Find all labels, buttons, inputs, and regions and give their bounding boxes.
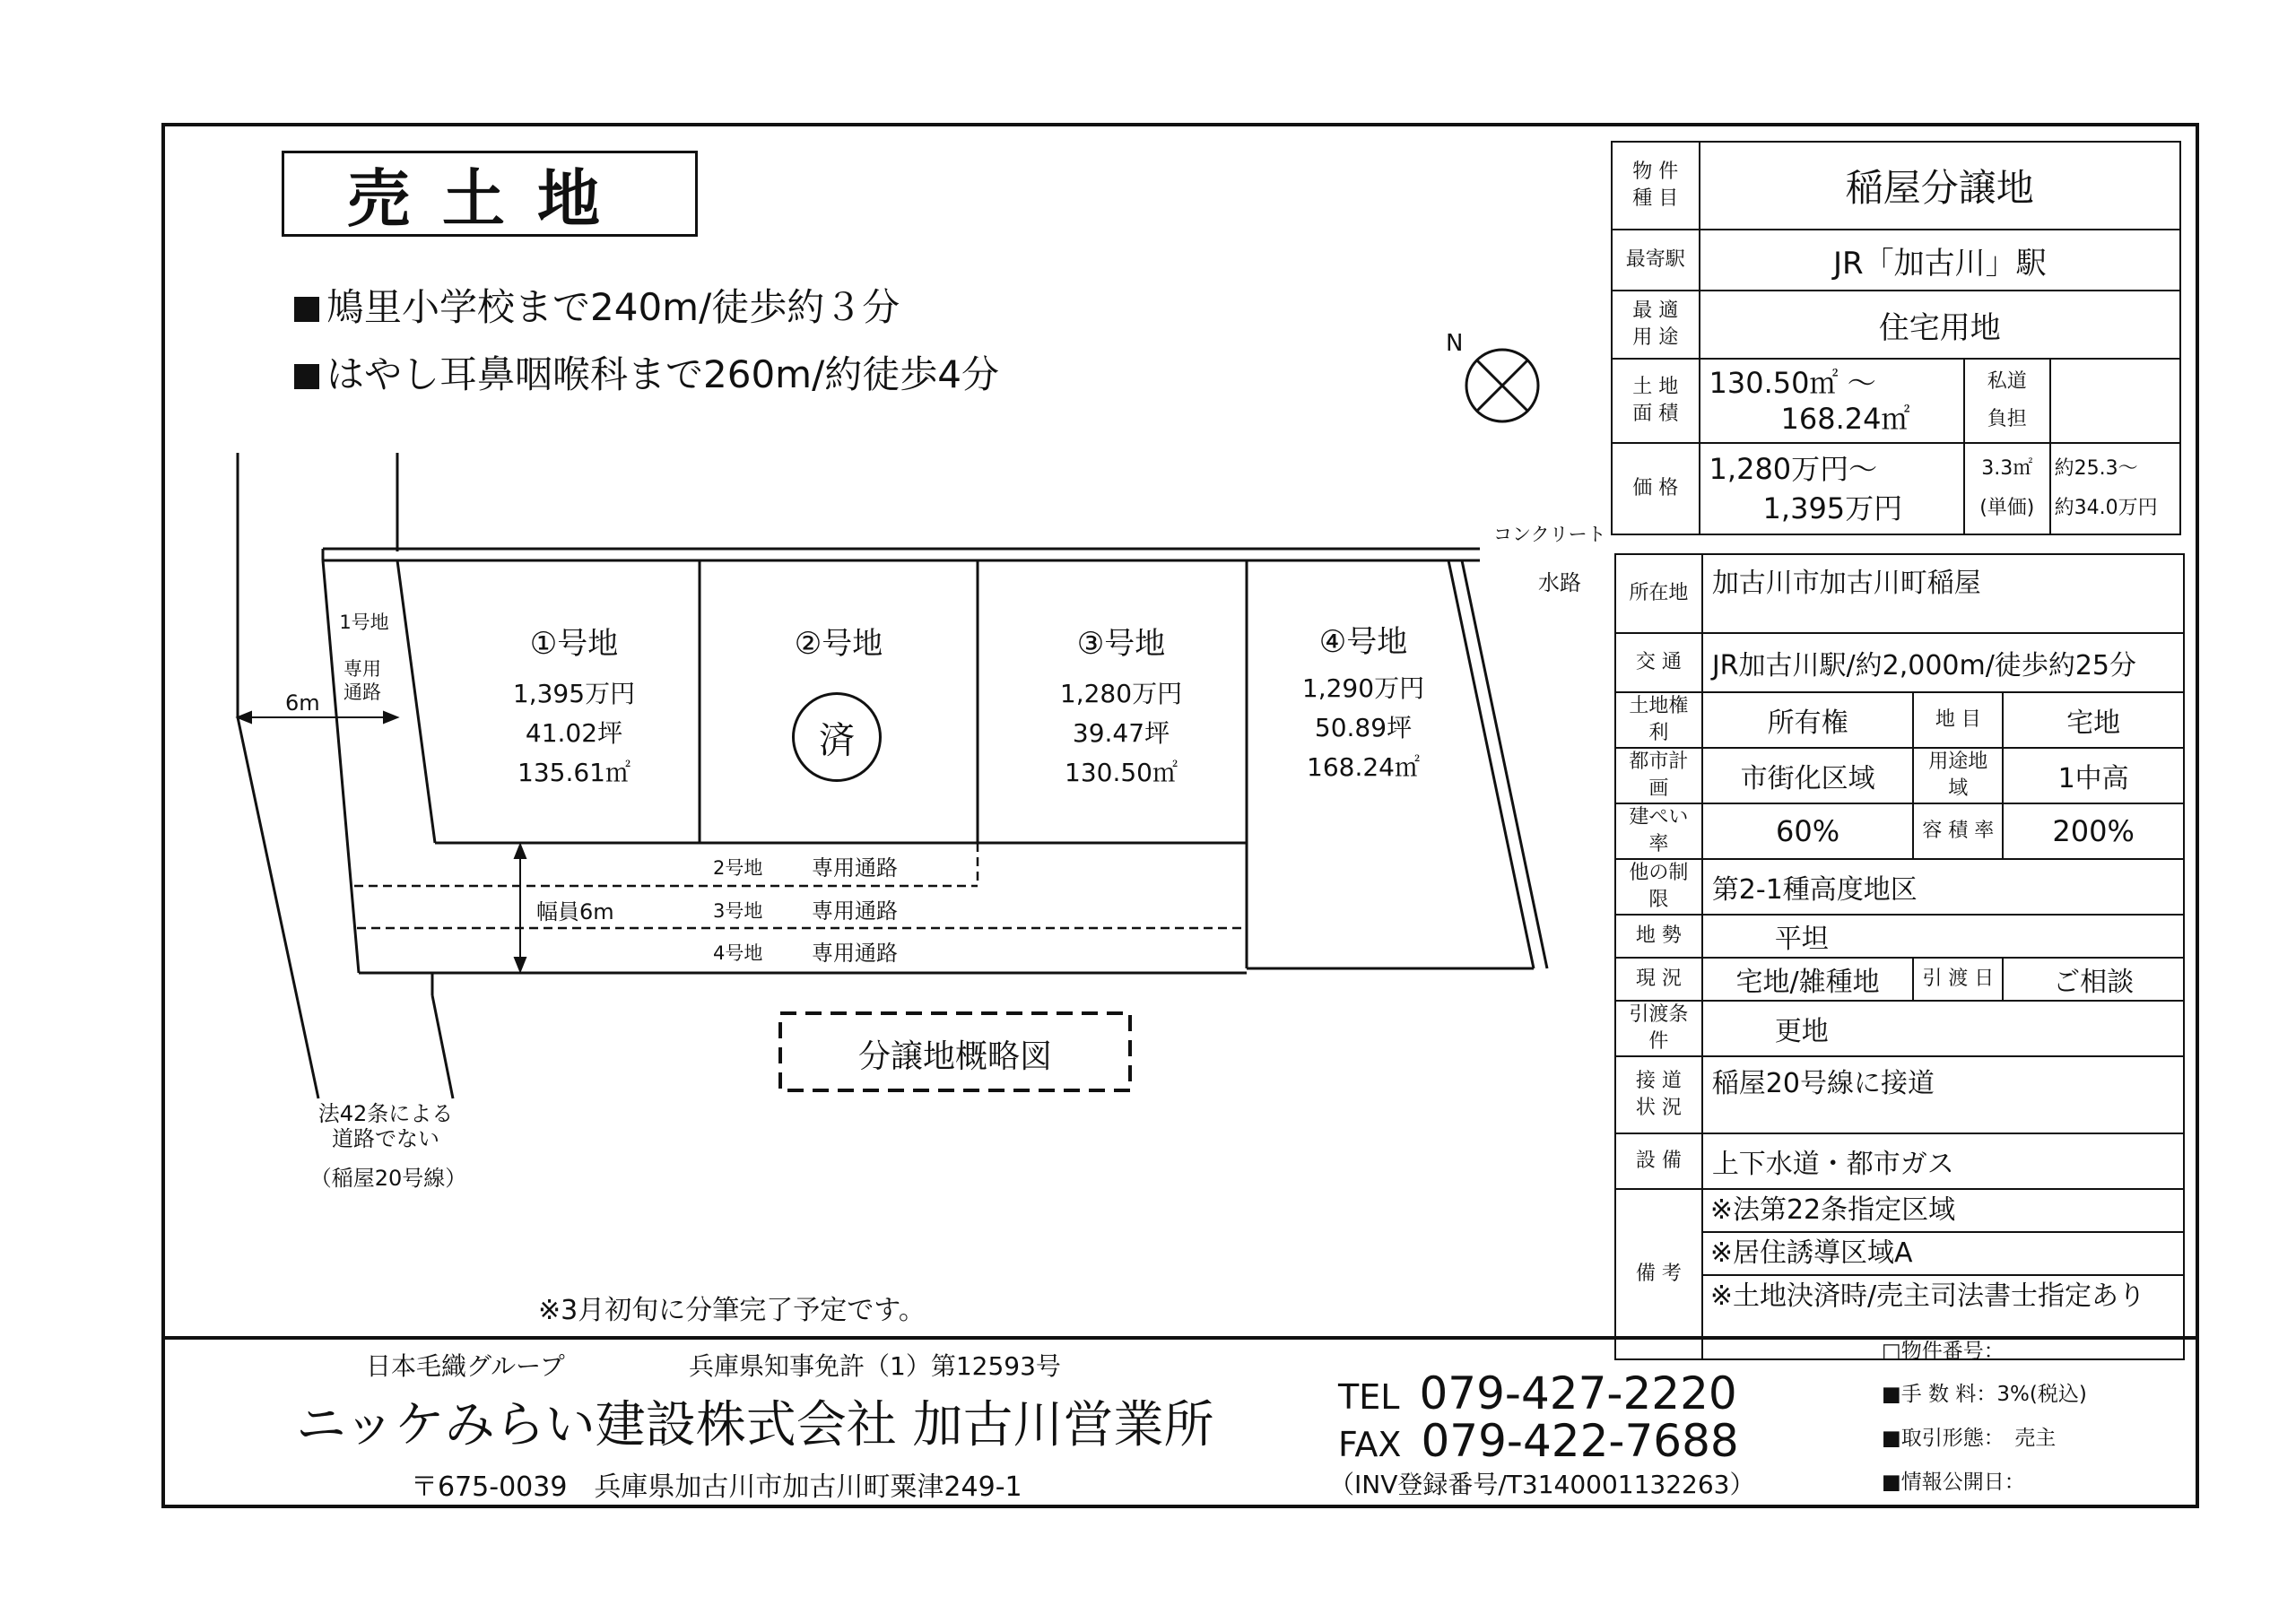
invoice-registration: （INV登録番号/T3140001132263） — [1329, 1470, 1755, 1499]
remarks-label: 備 考 — [1615, 1189, 1702, 1359]
type-label: 物 件 種 目 — [1612, 142, 1700, 230]
unit-label: 3.3㎡ (単価) — [1964, 443, 2050, 534]
handover-value: ご相談 — [2003, 958, 2184, 1001]
fax-number: 079-422-7688 — [1421, 1415, 1739, 1467]
lot4-details: 1,290万円 50.89坪 168.24㎡ — [1301, 673, 1425, 782]
lot1-path-label-1: 専用 — [344, 658, 381, 680]
terrain-label: 地 勢 — [1615, 915, 1702, 958]
road-note-1: 法42条による — [317, 1101, 454, 1126]
private-road-value — [2050, 359, 2180, 443]
station-label: 最寄駅 — [1612, 230, 1700, 291]
listing-number: □物件番号： — [1882, 1340, 2005, 1363]
lot1-details: 1,395万円 41.02坪 135.61㎡ — [512, 679, 636, 787]
lot1-label: ①号地 — [529, 626, 619, 662]
compass-label: N — [1446, 330, 1464, 357]
channel-label: 水路 — [1538, 570, 1581, 595]
lot2-sold-badge: 済 — [792, 692, 882, 782]
transaction-type: ■取引形態： 売主 — [1882, 1427, 2057, 1450]
lot1-path-label-2: 通路 — [344, 681, 381, 703]
path3-label: 専用通路 — [812, 898, 898, 924]
road-note-2: 道路でない — [332, 1126, 439, 1151]
type-value: 稲屋分譲地 — [1700, 142, 2180, 230]
restriction-value: 第2-1種高度地区 — [1702, 859, 2184, 915]
category-label: 地 目 — [1913, 692, 2003, 748]
rights-value: 所有権 — [1702, 692, 1914, 748]
path3-num: 3号地 — [713, 900, 763, 922]
company-address: 〒675-0039 兵庫県加古川市加古川町粟津249-1 — [411, 1471, 1022, 1503]
subdivision-note: ※3月初旬に分筆完了予定です。 — [538, 1295, 926, 1326]
unit-price-value: 約25.3～ 約34.0万円 — [2050, 443, 2180, 534]
diagram-caption: 分譲地概略図 — [857, 1038, 1052, 1075]
road-access-label: 接 道 状 況 — [1615, 1056, 1702, 1133]
facilities-value: 上下水道・都市ガス — [1702, 1133, 2184, 1189]
price-label: 価 格 — [1612, 443, 1700, 534]
group-name: 日本毛織グループ — [366, 1351, 565, 1381]
handover-label: 引 渡 日 — [1913, 958, 2003, 1001]
remark-item: ※法第22条指定区域 — [1703, 1190, 2183, 1233]
lot2-label: ②号地 — [794, 626, 883, 662]
tel-number[interactable]: 079-427-2220 — [1419, 1367, 1737, 1419]
far-label: 容 積 率 — [1913, 803, 2003, 859]
remark-item: ※土地決済時/売主司法書士指定あり — [1709, 1280, 2146, 1312]
coverage-value: 60% — [1702, 803, 1914, 859]
far-value: 200% — [2003, 803, 2184, 859]
highlight-school: 鳩里小学校まで240m/徒歩約３分 — [294, 278, 900, 332]
transport-label: 交 通 — [1615, 633, 1702, 692]
path2-num: 2号地 — [713, 857, 763, 879]
publish-date: ■情報公開日： — [1882, 1471, 2025, 1494]
condition-value: 更地 — [1702, 1001, 2184, 1056]
tel-row: TEL 079-427-2220 — [1338, 1367, 1737, 1419]
page-title: 売土地 — [282, 151, 698, 237]
private-road-label: 私道 負担 — [1964, 359, 2050, 443]
planning-value: 市街化区域 — [1702, 748, 1914, 803]
location-label: 所在地 — [1615, 554, 1702, 633]
use-value: 住宅用地 — [1700, 291, 2180, 359]
highlight-clinic: はやし耳鼻咽喉科まで260m/約徒歩4分 — [294, 345, 999, 399]
rights-label: 土地権利 — [1615, 692, 1702, 748]
lot3-label: ③号地 — [1076, 626, 1166, 662]
location-value: 加古川市加古川町稲屋 — [1702, 554, 2184, 633]
status-label: 現 況 — [1615, 958, 1702, 1001]
road-width-label: 幅員6m — [536, 899, 614, 924]
road-access-value: 稲屋20号線に接道 — [1702, 1056, 2184, 1133]
price-value: 1,280万円～ 1,395万円 — [1700, 443, 1964, 534]
zoning-value: 1中高 — [2003, 748, 2184, 803]
zoning-label: 用途地域 — [1913, 748, 2003, 803]
lot3-details: 1,280万円 39.47坪 130.50㎡ — [1059, 679, 1183, 787]
road-note-3: （稲屋20号線） — [309, 1166, 467, 1191]
transport-value: JR加古川駅/約2,000m/徒歩約25分 — [1702, 633, 2184, 692]
commission: ■手 数 料：3%(税込) — [1882, 1383, 2087, 1406]
use-label: 最 適 用 途 — [1612, 291, 1700, 359]
path4-num: 4号地 — [713, 942, 763, 964]
concrete-label: コンクリート — [1493, 524, 1606, 545]
status-value: 宅地/雑種地 — [1702, 958, 1914, 1001]
area-value: 130.50㎡ ～ 168.24㎡ — [1700, 359, 1964, 443]
terrain-value: 平坦 — [1702, 915, 2184, 958]
path2-label: 専用通路 — [812, 855, 898, 881]
area-label: 土 地 面 積 — [1612, 359, 1700, 443]
facilities-label: 設 備 — [1615, 1133, 1702, 1189]
fax-row: FAX 079-422-7688 — [1338, 1415, 1739, 1467]
category-value: 宅地 — [2003, 692, 2184, 748]
remark-item: ※居住誘導区域A — [1703, 1233, 2183, 1276]
planning-label: 都市計画 — [1615, 748, 1702, 803]
path4-label: 専用通路 — [812, 941, 898, 966]
condition-label: 引渡条件 — [1615, 1001, 1702, 1056]
restriction-label: 他の制限 — [1615, 859, 1702, 915]
station-value: JR「加古川」駅 — [1700, 230, 2180, 291]
license-number: 兵庫県知事免許（1）第12593号 — [689, 1351, 1061, 1381]
width-label-left: 6m — [285, 690, 320, 716]
property-details-table — [1614, 553, 2185, 1360]
lot1-path-label-num: 1号地 — [339, 612, 389, 633]
coverage-label: 建ぺい率 — [1615, 803, 1702, 859]
company-name: ニッケみらい建設株式会社 加古川営業所 — [296, 1396, 1214, 1454]
property-summary-table — [1611, 141, 2181, 535]
lot4-label: ④号地 — [1318, 624, 1408, 660]
